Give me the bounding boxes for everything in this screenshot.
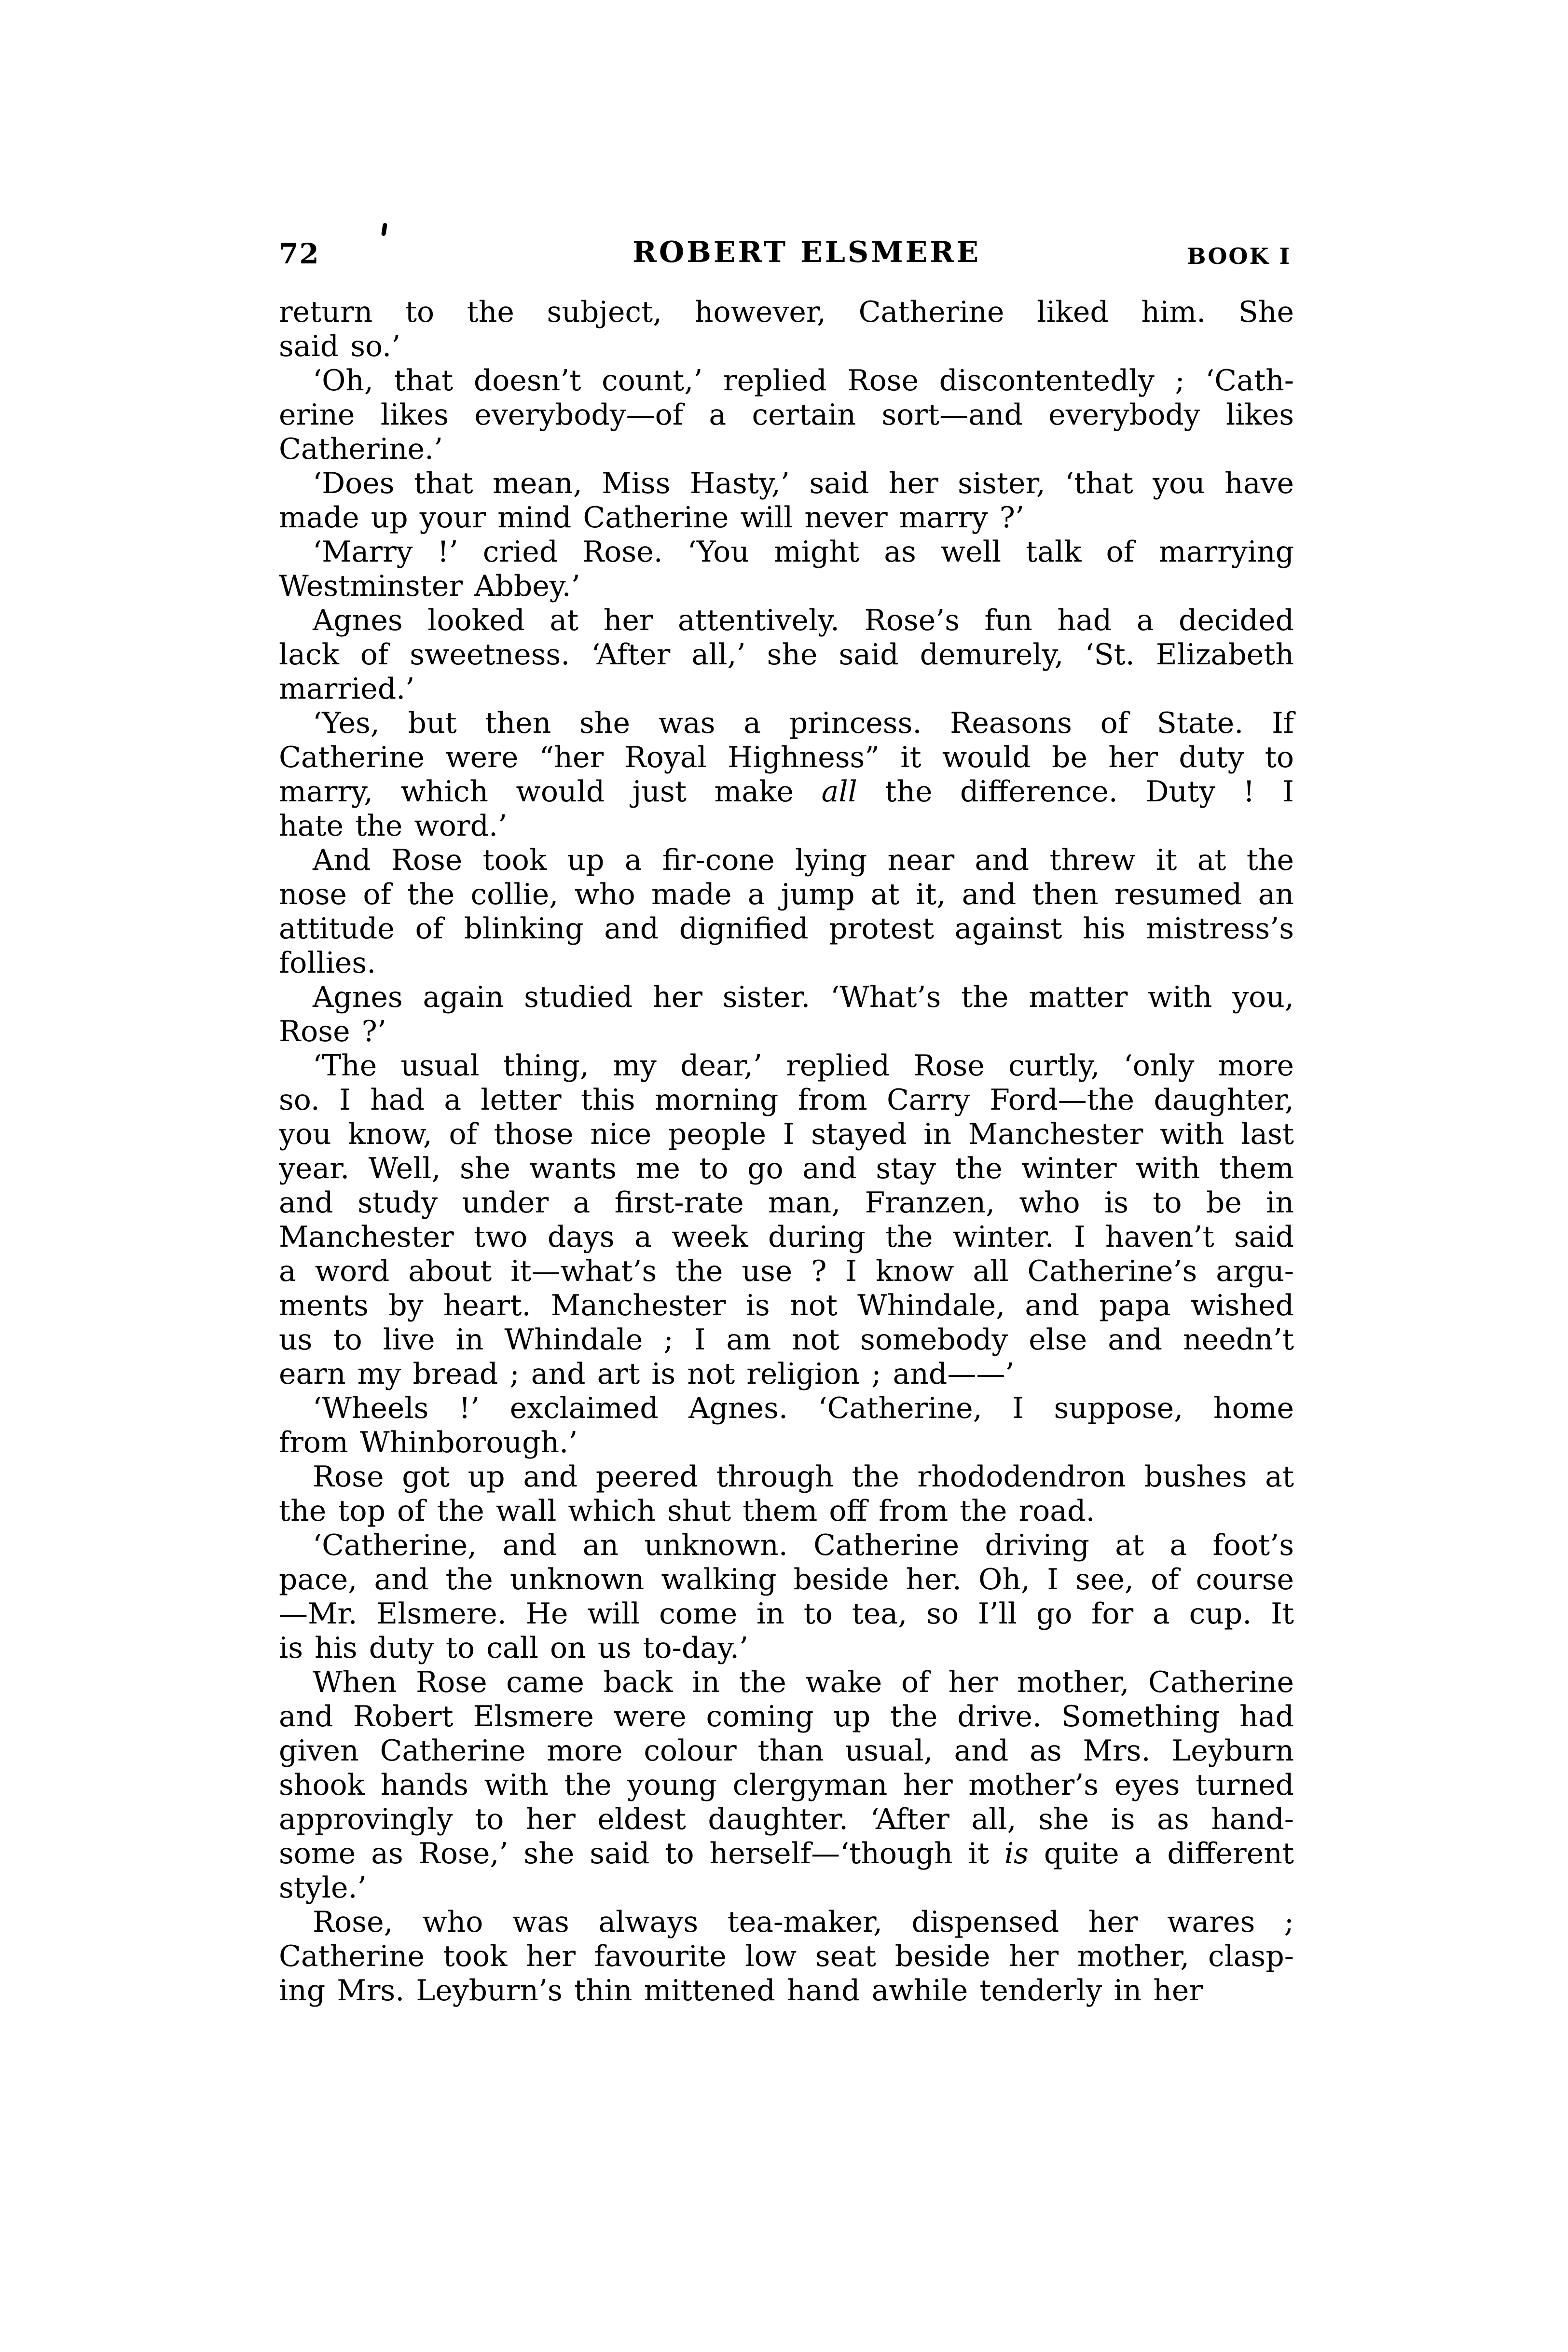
text-line [279, 1460, 1294, 1494]
text-line [279, 398, 1294, 432]
text-segment: nose of the collie, who made a jump at it, and then resumed an [279, 878, 1294, 911]
text-segment: When Rose came back in the wake of her mother, Catherine [313, 1665, 1294, 1699]
text-line [279, 295, 1294, 330]
text-line [279, 1494, 1294, 1528]
text-line [279, 1426, 1294, 1460]
text-line [279, 912, 1294, 946]
text-segment: shook hands with the young clergyman her mother’s eyes turned [279, 1768, 1294, 1802]
text-segment: ‘Catherine, and an unknown. Catherine driving at a foot’s [313, 1528, 1294, 1562]
text-line [279, 1837, 1294, 1871]
text-segment: made up your mind Catherine will never marry ?’ [279, 501, 1024, 535]
text-line [279, 535, 1294, 569]
text-line [279, 878, 1294, 912]
text-segment: pace, and the unknown walking beside her. Oh, I see, of course [279, 1563, 1294, 1596]
text-line [279, 1871, 1294, 1905]
page-number: 72 [279, 237, 320, 270]
text-segment: so. I had a letter this morning from Carry Ford—the daughter, [279, 1083, 1294, 1117]
text-line [279, 1597, 1294, 1631]
text-segment: lack of sweetness. ‘After all,’ she said demurely, ‘St. Elizabeth [279, 638, 1294, 672]
text-segment: ‘Wheels !’ exclaimed Agnes. ‘Catherine, I suppose, home [313, 1391, 1294, 1425]
text-segment: Catherine.’ [279, 432, 443, 466]
text-line [279, 706, 1294, 741]
text-line [279, 1015, 1294, 1049]
text-line [279, 1391, 1294, 1426]
text-segment: and study under a first-rate man, Franzen, who is to be in [279, 1186, 1294, 1220]
text-line [279, 1700, 1294, 1734]
text-segment: earn my bread ; and art is not religion ; and——’ [279, 1357, 1015, 1391]
text-segment: a word about it—what’s the use ? I know all Catherine’s argu- [279, 1254, 1294, 1288]
text-line [279, 1083, 1294, 1117]
text-line [279, 1563, 1294, 1597]
text-segment: ‘Marry !’ cried Rose. ‘You might as well talk of marrying [313, 535, 1294, 569]
text-segment: Catherine took her favourite low seat beside her mother, clasp- [279, 1939, 1294, 1973]
text-line [279, 1939, 1294, 1974]
text-segment: ments by heart. Manchester is not Whindale, and papa wished [279, 1289, 1294, 1322]
text-line [279, 1254, 1294, 1289]
text-line [279, 1049, 1294, 1083]
book-label: BOOK I [1187, 243, 1291, 269]
text-line [279, 741, 1294, 775]
text-line [279, 569, 1294, 604]
text-segment: Agnes looked at her attentively. Rose’s fun had a decided [313, 604, 1294, 637]
italic-text: is [1004, 1837, 1029, 1871]
text-segment: And Rose took up a fir-cone lying near and threw it at the [313, 843, 1294, 877]
text-segment: Agnes again studied her sister. ‘What’s the matter with you, [313, 980, 1294, 1014]
text-line [279, 843, 1294, 878]
text-segment: return to the subject, however, Catherine liked him. She [279, 295, 1294, 329]
text-line [279, 775, 1294, 809]
text-line [279, 501, 1294, 535]
text-segment: approvingly to her eldest daughter. ‘After all, she is as hand- [279, 1802, 1294, 1836]
text-block [279, 295, 1294, 2008]
text-line [279, 1289, 1294, 1323]
italic-text: all [821, 775, 857, 809]
text-segment: some as Rose,’ she said to herself—‘though it [279, 1837, 1004, 1871]
text-segment: ‘Oh, that doesn’t count,’ replied Rose discontentedly ; ‘Cath- [313, 364, 1294, 398]
text-segment: from Whinborough.’ [279, 1426, 578, 1459]
text-line [279, 1186, 1294, 1220]
text-segment: Rose got up and peered through the rhododendron bushes at [313, 1460, 1294, 1494]
running-title: ROBERT ELSMERE [633, 235, 981, 269]
text-segment: marry, which would just make [279, 775, 822, 809]
text-line [279, 1734, 1294, 1768]
text-line [279, 1220, 1294, 1254]
page-header [279, 235, 1294, 274]
text-line [279, 672, 1294, 706]
text-segment: hate the word.’ [279, 809, 508, 843]
text-line [279, 1528, 1294, 1563]
text-line [279, 1665, 1294, 1700]
text-line [279, 364, 1294, 398]
text-segment: Rose, who was always tea-maker, dispensed her wares ; [313, 1905, 1294, 1939]
text-line [279, 1905, 1294, 1939]
text-line [279, 1117, 1294, 1152]
text-segment: you know, of those nice people I stayed in Manchester with last [279, 1117, 1294, 1151]
text-segment: ‘Does that mean, Miss Hasty,’ said her sister, ‘that you have [313, 467, 1294, 500]
text-line [279, 604, 1294, 638]
text-line [279, 946, 1294, 980]
scan-speck [381, 222, 387, 236]
text-line [279, 980, 1294, 1015]
text-segment: ing Mrs. Leyburn’s thin mittened hand awhile tenderly in her [279, 1974, 1203, 2008]
text-segment: Manchester two days a week during the winter. I haven’t said [279, 1220, 1294, 1254]
text-line [279, 432, 1294, 467]
text-line [279, 638, 1294, 672]
text-line [279, 1631, 1294, 1665]
text-segment: us to live in Whindale ; I am not somebody else and needn’t [279, 1323, 1294, 1357]
text-line [279, 467, 1294, 501]
text-segment: Rose ?’ [279, 1015, 386, 1048]
text-line [279, 330, 1294, 364]
text-segment: Westminster Abbey.’ [279, 569, 580, 603]
text-segment: said so.’ [279, 330, 401, 363]
text-segment: ‘The usual thing, my dear,’ replied Rose curtly, ‘only more [313, 1049, 1294, 1083]
text-segment: —Mr. Elsmere. He will come in to tea, so I’ll go for a cup. It [279, 1597, 1294, 1631]
text-line [279, 1974, 1294, 2008]
text-line [279, 1152, 1294, 1186]
text-line [279, 1768, 1294, 1802]
text-segment: attitude of blinking and dignified protest against his mistress’s [279, 912, 1294, 946]
text-segment: year. Well, she wants me to go and stay the winter with them [279, 1152, 1294, 1185]
text-line [279, 1323, 1294, 1357]
text-segment: given Catherine more colour than usual, and as Mrs. Leyburn [279, 1734, 1294, 1768]
text-segment: quite a different [1028, 1837, 1294, 1871]
text-segment: the difference. Duty ! I [857, 775, 1294, 809]
text-segment: married.’ [279, 672, 415, 706]
text-line [279, 809, 1294, 843]
text-line [279, 1802, 1294, 1837]
text-segment: erine likes everybody—of a certain sort—and everybody likes [279, 398, 1294, 432]
text-line [279, 1357, 1294, 1391]
text-segment: style.’ [279, 1871, 367, 1905]
text-segment: ‘Yes, but then she was a princess. Reasons of State. If [313, 706, 1294, 740]
text-segment: and Robert Elsmere were coming up the drive. Something had [279, 1700, 1294, 1733]
text-segment: the top of the wall which shut them off from the road. [279, 1494, 1095, 1528]
text-segment: follies. [279, 946, 376, 980]
text-segment: Catherine were “her Royal Highness” it would be her duty to [279, 741, 1294, 774]
text-segment: is his duty to call on us to-day.’ [279, 1631, 749, 1665]
